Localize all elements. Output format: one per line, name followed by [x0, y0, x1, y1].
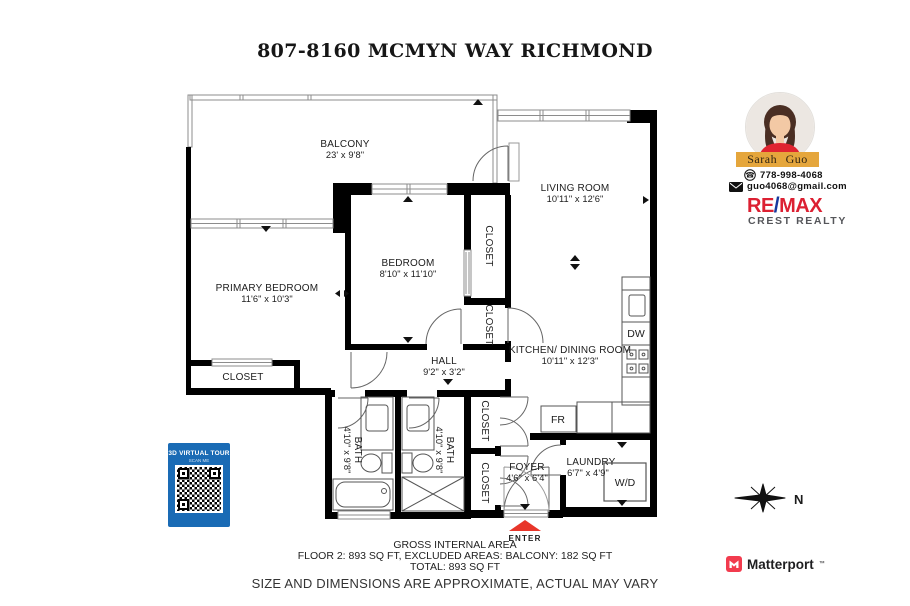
remax-logo — [747, 196, 822, 216]
room-dims-balcony: 23' x 9'8" — [325, 150, 365, 160]
qr-finder-icon — [178, 468, 189, 479]
room-label-foyer: FOYER — [509, 462, 545, 473]
room-dims-kitchen: 10'11" x 12'3" — [541, 356, 599, 366]
room-dims-hall: 9'2" x 3'2" — [423, 367, 465, 377]
compass-rose-icon — [735, 484, 803, 512]
room-label-laundry: LAUNDRY — [566, 457, 616, 468]
enter-arrow-icon — [509, 520, 541, 531]
closet-label-foyer: CLOSET — [479, 462, 490, 504]
fridge-label: FR — [551, 414, 565, 426]
phone-icon — [744, 169, 756, 181]
disclaimer-line: SIZE AND DIMENSIONS ARE APPROXIMATE, ACTUAL MAY VARY — [251, 576, 659, 591]
page-title: 807-8160 MCMYN WAY RICHMOND — [257, 40, 653, 62]
room-label-bath1: BATH — [352, 436, 363, 464]
closet-label-bedroom-2: CLOSET — [483, 304, 494, 346]
remax-crest-realty: CREST REALTY — [748, 215, 847, 227]
compass-north-label: N — [794, 492, 804, 507]
email-icon — [729, 182, 743, 192]
matterport-logo — [726, 556, 825, 572]
svg-text:☎: ☎ — [745, 170, 755, 180]
closet-label-primary: CLOSET — [222, 372, 264, 383]
qr-code-icon — [177, 467, 221, 511]
remax-re: RE — [747, 195, 774, 217]
total-area-line: TOTAL: 893 SQ FT — [409, 561, 501, 573]
matterport-wordmark: Matterport — [747, 556, 814, 572]
bath1-sink-icon — [366, 405, 388, 431]
closet-label-bedroom-1: CLOSET — [483, 225, 494, 267]
agent-phone-row — [744, 169, 823, 181]
room-label-kitchen: KITCHEN/ DINING ROOM — [508, 345, 632, 356]
room-label-balcony: BALCONY — [320, 139, 370, 150]
agent-name: Sarah Guo — [747, 152, 808, 166]
room-label-hall: HALL — [431, 356, 457, 367]
matterport-tm: ™ — [818, 561, 825, 567]
closet-label-hall: CLOSET — [479, 400, 490, 442]
qr-card-subtitle: SCAN ME — [188, 458, 210, 463]
bath2-toilet-icon — [402, 453, 433, 473]
agent-email-row — [729, 181, 847, 192]
matterport-icon — [726, 556, 742, 572]
agent-email-address: guo4068@gmail.com — [747, 181, 847, 192]
agent-phone-number: 778-998-4068 — [760, 169, 823, 181]
remax-max: MAX — [779, 195, 823, 217]
kitchen-sink-icon — [629, 295, 645, 316]
room-label-bath2: BATH — [444, 436, 455, 464]
qr-finder-icon — [209, 468, 220, 479]
room-dims-bedroom: 8'10" x 11'10" — [379, 269, 437, 279]
room-dims-living: 10'11" x 12'6" — [546, 194, 604, 204]
room-dims-foyer: 4'6" x 6'4" — [506, 473, 548, 483]
shower-icon — [402, 477, 464, 511]
room-dims-bath1: 4'10" x 9'8" — [342, 426, 352, 474]
room-dims-primary: 11'6" x 10'3" — [241, 294, 293, 304]
bath1-toilet-icon — [361, 453, 392, 473]
bathtub-icon — [333, 479, 393, 510]
floor-area-line: FLOOR 2: 893 SQ FT, EXCLUDED AREAS: BALCONY: 182 SQ FT — [297, 550, 613, 562]
room-label-living: LIVING ROOM — [540, 183, 610, 194]
room-dims-laundry: 6'7" x 4'9" — [567, 468, 609, 478]
agent-portrait-icon — [746, 93, 814, 161]
virtual-tour-qr-card — [168, 443, 230, 527]
qr-finder-icon — [178, 499, 189, 510]
room-label-primary: PRIMARY BEDROOM — [215, 283, 319, 294]
washer-dryer-label: W/D — [614, 477, 636, 489]
room-dims-bath2: 4'10" x 9'8" — [434, 426, 444, 474]
dishwasher-label: DW — [627, 328, 645, 340]
room-label-bedroom: BEDROOM — [381, 258, 435, 269]
windows — [191, 110, 630, 519]
remax-slash: / — [773, 194, 780, 217]
gross-internal-area-heading: GROSS INTERNAL AREA — [393, 539, 517, 551]
qr-card-title: 3D VIRTUAL TOUR — [168, 450, 230, 457]
enter-label: ENTER — [508, 534, 542, 543]
agent-name-banner — [736, 152, 819, 167]
